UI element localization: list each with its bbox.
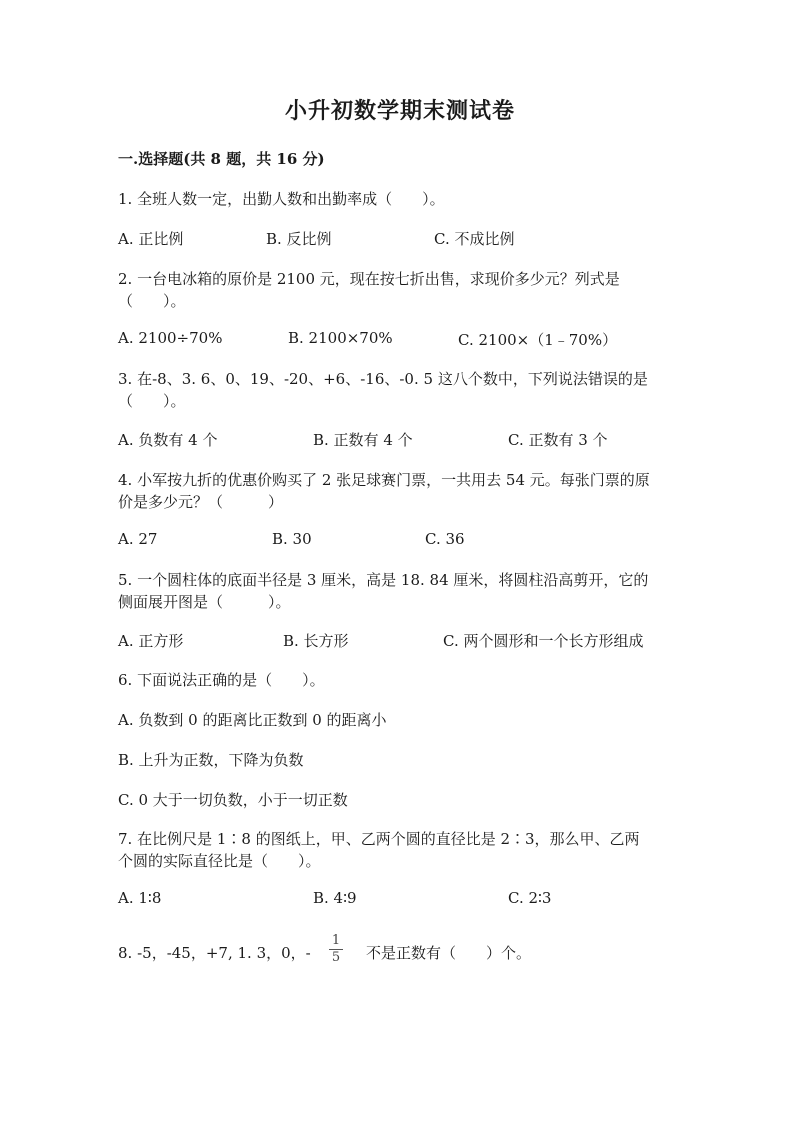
question-1-option-b: B. 反比例	[266, 230, 332, 248]
question-5-stem-line-1: 5. 一个圆柱体的底面半径是 3 厘米，高是 18. 84 厘米，将圆柱沿高剪开，它的	[118, 571, 649, 589]
question-3-option-c: C. 正数有 3 个	[508, 431, 608, 449]
question-7-stem-line-2: 个圆的实际直径比是（ ）。	[118, 852, 321, 870]
question-2-stem-line-1: 2. 一台电冰箱的原价是 2100 元，现在按七折出售，求现价多少元？列式是	[118, 270, 620, 288]
fraction-one-fifth	[326, 934, 346, 965]
question-4-option-a: A. 27	[118, 530, 158, 548]
question-8-stem-part-1: 8. -5，-45，+7, 1. 3，0，-	[118, 944, 311, 962]
question-1-option-c: C. 不成比例	[434, 230, 515, 248]
question-7-stem-line-1: 7. 在比例尺是 1∶8 的图纸上，甲、乙两个圆的直径比是 2∶3，那么甲、乙两	[118, 830, 640, 848]
question-4-option-b: B. 30	[272, 530, 312, 548]
question-2-option-c: C. 2100×（1﹣70%）	[458, 331, 618, 349]
question-7-option-b: B. 4∶9	[313, 889, 357, 907]
question-3-stem-line-1: 3. 在-8、3. 6、0、19、-20、+6、-16、-0. 5 这八个数中，下列说法错误的是	[118, 370, 648, 388]
question-3-stem-line-2: （ ）。	[118, 392, 186, 410]
question-7-option-a: A. 1∶8	[118, 889, 162, 907]
section-heading: 一.选择题(共 8 题，共 16 分)	[118, 150, 325, 168]
question-4-stem-line-2: 价是多少元？（ ）	[118, 493, 284, 511]
question-3-option-a: A. 负数有 4 个	[118, 431, 218, 449]
question-2-option-a: A. 2100÷70%	[118, 329, 223, 347]
question-5-option-b: B. 长方形	[283, 632, 349, 650]
question-4-option-c: C. 36	[425, 530, 465, 548]
question-5-option-c: C. 两个圆形和一个长方形组成	[443, 632, 644, 650]
fraction-denominator: 5	[331, 950, 341, 965]
question-2-option-b: B. 2100×70%	[288, 329, 393, 347]
question-6-option-b: B. 上升为正数，下降为负数	[118, 751, 304, 769]
page-title: 小升初数学期末测试卷	[284, 98, 515, 124]
question-8-stem-part-2: 不是正数有（ ）个。	[366, 944, 532, 962]
question-6-stem: 6. 下面说法正确的是（ ）。	[118, 671, 325, 689]
question-6-option-a: A. 负数到 0 的距离比正数到 0 的距离小	[118, 711, 387, 729]
question-1-stem: 1. 全班人数一定，出勤人数和出勤率成（ ）。	[118, 190, 445, 208]
question-4-stem-line-1: 4. 小军按九折的优惠价购买了 2 张足球赛门票，一共用去 54 元。每张门票的原	[118, 471, 650, 489]
question-2-stem-line-2: （ ）。	[118, 292, 186, 310]
question-6-option-c: C. 0 大于一切负数，小于一切正数	[118, 791, 348, 809]
question-5-option-a: A. 正方形	[118, 632, 184, 650]
question-5-stem-line-2: 侧面展开图是（ ）。	[118, 593, 291, 611]
question-3-option-b: B. 正数有 4 个	[313, 431, 413, 449]
question-7-option-c: C. 2∶3	[508, 889, 552, 907]
fraction-numerator: 1	[331, 933, 341, 948]
question-1-option-a: A. 正比例	[118, 230, 184, 248]
